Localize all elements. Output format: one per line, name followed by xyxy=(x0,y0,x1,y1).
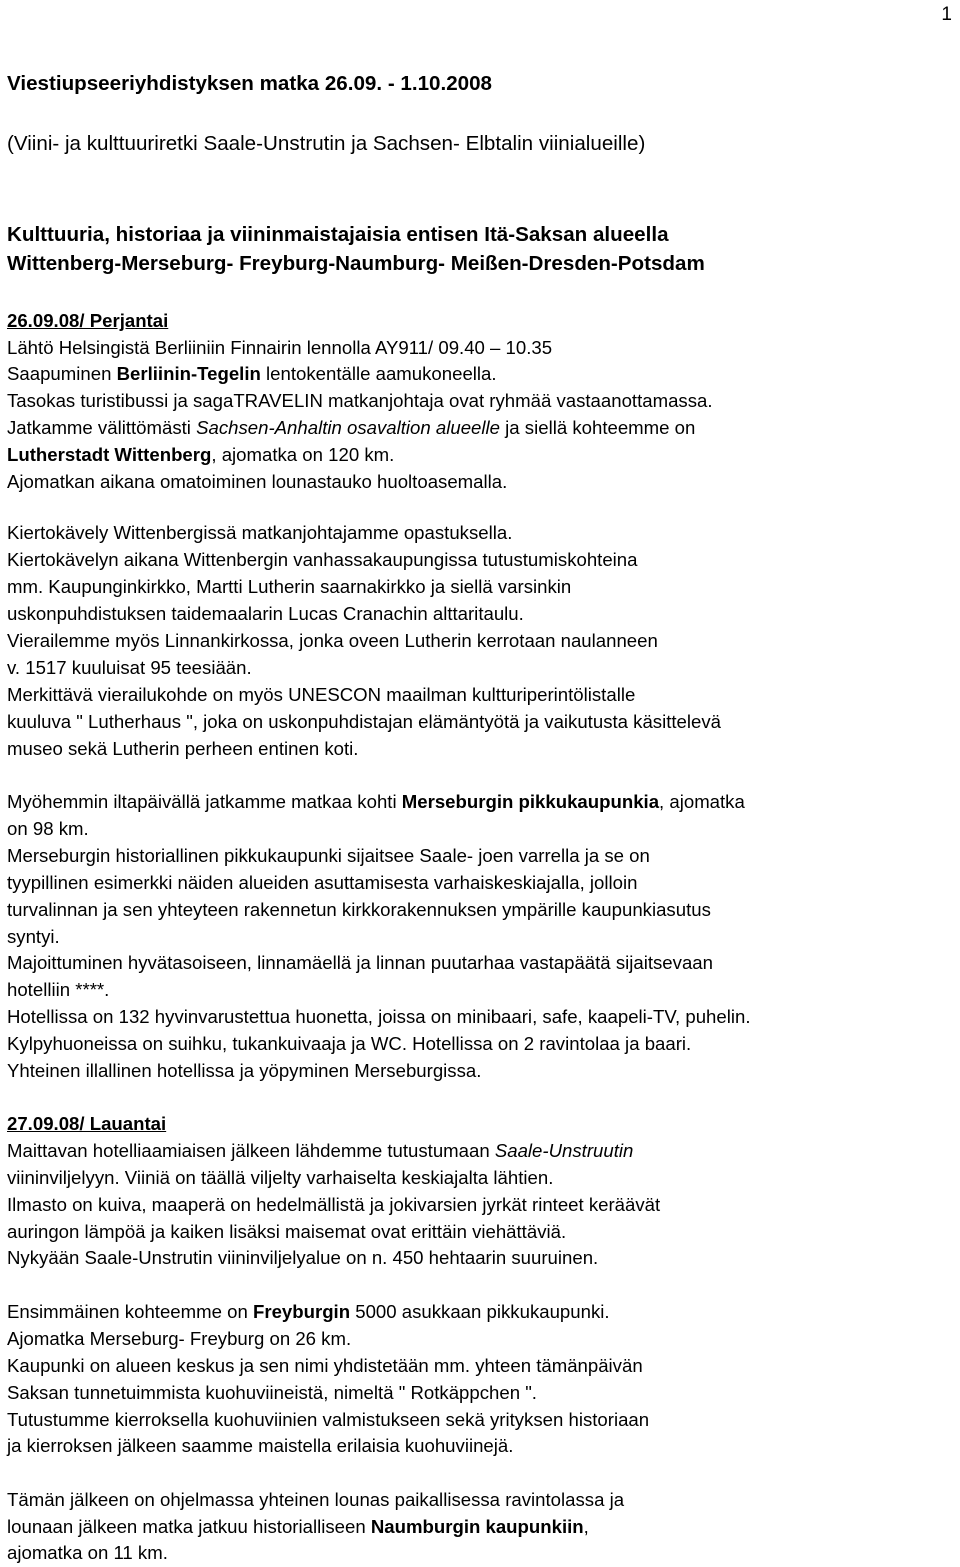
document-subtitle: (Viini- ja kulttuuriretki Saale-Unstrutin ja Sachsen- Elbtalin viinialueille) xyxy=(7,132,646,155)
document-title: Viestiupseeriyhdistyksen matka 26.09. - 1.10.2008 xyxy=(7,72,493,95)
text-line: Hotellissa on 132 hyvinvarustettua huonetta, joissa on minibaari, safe, kaapeli-TV, puhelin. xyxy=(7,1006,751,1027)
text-line: Saksan tunnetuimmista kuohuviineistä, nimeltä " Rotkäppchen ". xyxy=(7,1382,537,1403)
text-line: Majoittuminen hyvätasoiseen, linnamäellä ja linnan puutarhaa vastapäätä sijaitsevaan xyxy=(7,952,713,973)
text-line: Kiertokävely Wittenbergissä matkanjohtajamme opastuksella. xyxy=(7,522,513,543)
text-line: Maittavan hotelliaamiaisen jälkeen lähdemme tutustumaan Saale-Unstruutin xyxy=(7,1140,634,1161)
text-line: Saapuminen Berliinin-Tegelin lentokentälle aamukoneella. xyxy=(7,363,497,384)
text-line: Ajomatka Merseburg- Freyburg on 26 km. xyxy=(7,1328,352,1349)
text-line: turvalinnan ja sen yhteyteen rakennetun kirkkorakennuksen ympärille kaupunkiasutus xyxy=(7,899,711,920)
text-line: Tämän jälkeen on ohjelmassa yhteinen lounas paikallisessa ravintolassa ja xyxy=(7,1489,625,1510)
text-line: uskonpuhdistuksen taidemaalarin Lucas Cranachin alttaritaulu. xyxy=(7,603,524,624)
text-line: Vierailemme myös Linnankirkossa, jonka oveen Lutherin kerrotaan naulanneen xyxy=(7,630,658,651)
text-line: Kiertokävelyn aikana Wittenbergin vanhassakaupungissa tutustumiskohteina xyxy=(7,549,638,570)
text-line: Merseburgin historiallinen pikkukaupunki sijaitsee Saale- joen varrella ja se on xyxy=(7,845,650,866)
text-line: lounaan jälkeen matka jatkuu historialliseen Naumburgin kaupunkiin, xyxy=(7,1516,589,1537)
text-line: Jatkamme välittömästi Sachsen-Anhaltin osavaltion alueelle ja siellä kohteemme on xyxy=(7,417,696,438)
text-line: Ensimmäinen kohteemme on Freyburgin 5000 asukkaan pikkukaupunki. xyxy=(7,1301,610,1322)
text-line: Ilmasto on kuiva, maaperä on hedelmällistä ja jokivarsien jyrkät rinteet keräävät xyxy=(7,1194,661,1215)
day1-date: 26.09.08/ Perjantai xyxy=(7,310,169,331)
text-line: kuuluva " Lutherhaus ", joka on uskonpuhdistajan elämäntyötä ja vaikutusta käsittelevä xyxy=(7,711,722,732)
text-line: tyypillinen esimerkki näiden alueiden asuttamisesta varhaiskeskiajalla, jolloin xyxy=(7,872,638,893)
text-line: Ajomatkan aikana omatoiminen lounastauko huoltoasemalla. xyxy=(7,471,508,492)
text-line: Lähtö Helsingistä Berliiniin Finnairin lennolla AY911/ 09.40 – 10.35 xyxy=(7,337,553,358)
heading-line-2: Wittenberg-Merseburg- Freyburg-Naumburg- Meißen-Dresden-Potsdam xyxy=(7,252,705,275)
text-line: Nykyään Saale-Unstrutin viininviljelyalue on n. 450 hehtaarin suuruinen. xyxy=(7,1247,599,1268)
text-line: auringon lämpöä ja kaiken lisäksi maisemat ovat erittäin viehättäviä. xyxy=(7,1221,567,1242)
text-line: hotelliin ****. xyxy=(7,979,110,1000)
text-line: syntyi. xyxy=(7,926,60,947)
text-line: mm. Kaupunginkirkko, Martti Lutherin saarnakirkko ja siellä varsinkin xyxy=(7,576,572,597)
text-line: on 98 km. xyxy=(7,818,89,839)
heading-line-1: Kulttuuria, historiaa ja viininmaistajaisia entisen Itä-Saksan alueella xyxy=(7,223,669,246)
text-line: Merkittävä vierailukohde on myös UNESCON maailman kultturiperintölistalle xyxy=(7,684,636,705)
text-line: Myöhemmin iltapäivällä jatkamme matkaa kohti Merseburgin pikkukaupunkia, ajomatka xyxy=(7,791,745,812)
text-line: Tasokas turistibussi ja sagaTRAVELIN matkanjohtaja ovat ryhmää vastaanottamassa. xyxy=(7,390,713,411)
text-line: Tutustumme kierroksella kuohuviinien valmistukseen sekä yrityksen historiaan xyxy=(7,1409,650,1430)
text-line: Kylpyhuoneissa on suihku, tukankuivaaja ja WC. Hotellissa on 2 ravintolaa ja baari. xyxy=(7,1033,692,1054)
page-number: 1 xyxy=(941,4,952,25)
text-line: ajomatka on 11 km. xyxy=(7,1542,168,1563)
text-line: viininviljelyyn. Viiniä on täällä viljelty varhaiselta keskiajalta lähtien. xyxy=(7,1167,554,1188)
text-line: Lutherstadt Wittenberg, ajomatka on 120 km. xyxy=(7,444,395,465)
day2-date: 27.09.08/ Lauantai xyxy=(7,1113,167,1134)
text-line: museo sekä Lutherin perheen entinen koti. xyxy=(7,738,359,759)
text-line: v. 1517 kuuluisat 95 teesiään. xyxy=(7,657,252,678)
text-line: ja kierroksen jälkeen saamme maistella erilaisia kuohuviinejä. xyxy=(7,1435,514,1456)
text-line: Yhteinen illallinen hotellissa ja yöpyminen Merseburgissa. xyxy=(7,1060,482,1081)
text-line: Kaupunki on alueen keskus ja sen nimi yhdistetään mm. yhteen tämänpäivän xyxy=(7,1355,643,1376)
